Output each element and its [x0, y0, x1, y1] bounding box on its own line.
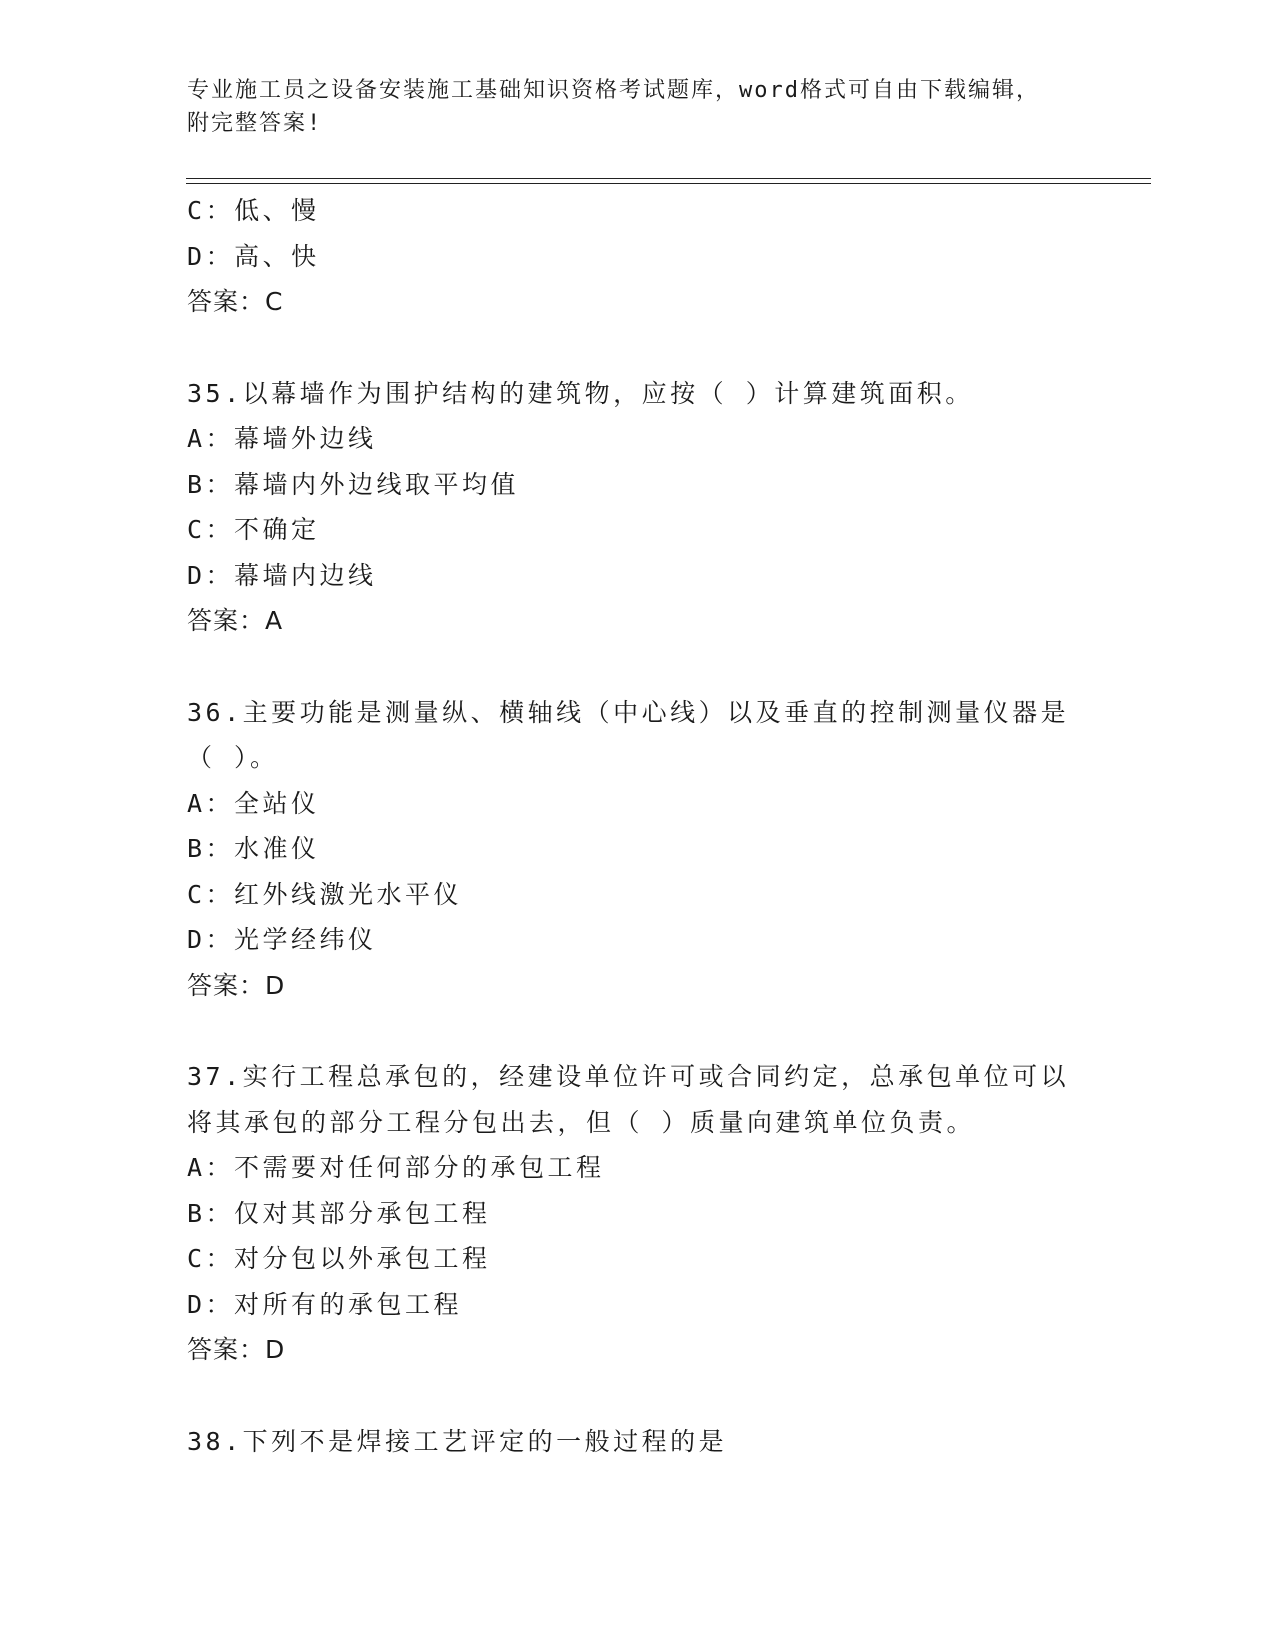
option-b: B：幕墙内外边线取平均值 [187, 469, 520, 499]
option-c: C：不确定 [187, 515, 320, 544]
spacer [187, 644, 1087, 690]
option-d: D：高、快 [187, 241, 320, 271]
question-stem: 37.实行工程总承包的，经建设单位许可或合同约定，总承包单位可以 [187, 1062, 1070, 1091]
option-c: C：对分包以外承包工程 [187, 1244, 491, 1273]
answer-line: 答案：D [187, 1335, 286, 1364]
document-header [187, 74, 1067, 140]
header-divider-bottom [186, 183, 1151, 184]
spacer [187, 1008, 1087, 1054]
option-d: D：光学经纬仪 [187, 925, 377, 954]
question-stem: 38.下列不是焊接工艺评定的一般过程的是 [187, 1426, 728, 1456]
option-label: C [187, 196, 206, 225]
option-c: C：低、慢 [187, 196, 320, 225]
answer-line: 答案：D [187, 970, 286, 1000]
answer-line: 答案：A [187, 606, 284, 635]
option-a: A：不需要对任何部分的承包工程 [187, 1153, 605, 1182]
answer-line: 答案：C [187, 287, 284, 316]
question-36 [187, 690, 1087, 1009]
option-a: A：全站仪 [187, 788, 320, 818]
question-38 [187, 1419, 1087, 1465]
question-stem: 36.主要功能是测量纵、横轴线（中心线）以及垂直的控制测量仪器是 [187, 697, 1070, 727]
question-stem-continued: 将其承包的部分工程分包出去，但（ ）质量向建筑单位负责。 [187, 1107, 976, 1137]
question-37 [187, 1054, 1087, 1373]
option-b: B：水准仪 [187, 834, 320, 863]
option-c: C：红外线激光水平仪 [187, 879, 463, 909]
question-stem-continued: （ ）。 [187, 743, 279, 772]
option-label: D [187, 241, 206, 271]
header-line-1: 专业施工员之设备安装施工基础知识资格考试题库，word格式可自由下载编辑， [187, 78, 1040, 103]
spacer [187, 325, 1087, 371]
option-text: 高、快 [234, 241, 320, 271]
option-b: B：仅对其部分承包工程 [187, 1198, 491, 1228]
question-34-continued [187, 188, 1087, 325]
header-divider-top [186, 178, 1151, 179]
question-35 [187, 371, 1087, 644]
header-line-2: 附完整答案! [187, 111, 323, 136]
spacer [187, 1373, 1087, 1419]
option-d: D：幕墙内边线 [187, 560, 377, 590]
option-a: A：幕墙外边线 [187, 424, 377, 453]
question-list [187, 188, 1087, 1464]
option-text: 低、慢 [234, 196, 320, 225]
question-stem: 35.以幕墙作为围护结构的建筑物，应按（ ）计算建筑面积。 [187, 378, 974, 408]
option-d: D：对所有的承包工程 [187, 1289, 463, 1319]
